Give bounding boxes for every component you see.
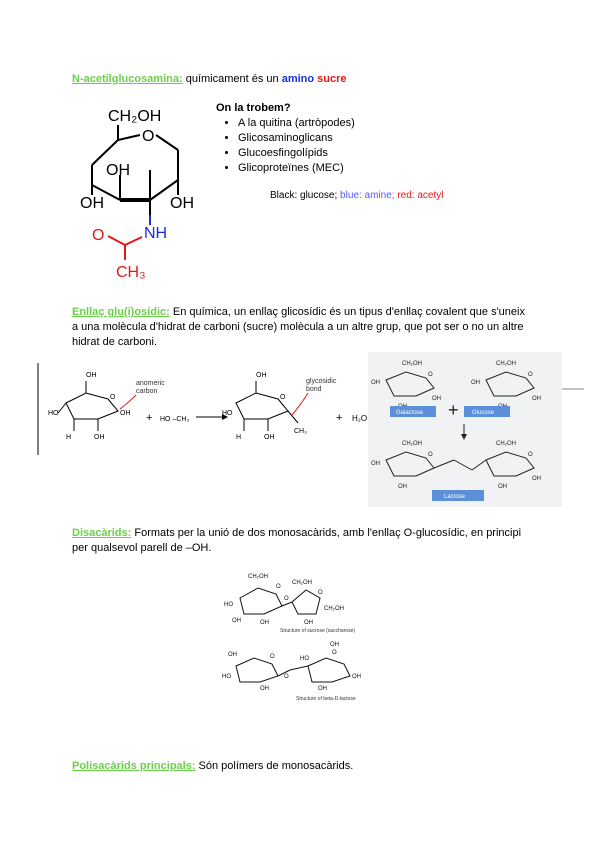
glycosidic-bond-figure — [36, 363, 376, 458]
svg-text:O: O — [276, 584, 281, 590]
svg-text:OH: OH — [260, 686, 269, 692]
ch2oh-label: CH₂OH — [108, 108, 162, 125]
fig-ch2oh-1: OH — [86, 372, 97, 379]
color-legend — [270, 190, 443, 201]
fig-oh-2: OH — [120, 410, 131, 417]
fig-o-1: O — [110, 394, 116, 401]
glycosidic-label: glycosidic — [306, 378, 337, 385]
ch3-label: CH₃ — [116, 264, 146, 281]
oh-label-1: OH — [106, 162, 130, 179]
section2-paragraph — [72, 305, 532, 350]
section4-text: Són polímers de monosacàrids. — [195, 760, 354, 772]
legend-blue: blue: amine; — [340, 190, 395, 201]
acetyl-o-label: O — [92, 227, 105, 244]
legend-red: red: acetyl — [397, 190, 444, 201]
list-item: • A la quitina (artròpodes) — [238, 116, 476, 131]
fig-ho-2: HO — [222, 410, 233, 417]
fig-o-2: O — [280, 394, 286, 401]
svg-text:OH: OH — [432, 396, 441, 402]
sucrose-caption: Structure of sucrose (saccharose) — [280, 628, 356, 634]
lactose-label: Lactose — [444, 494, 466, 500]
on-trobem-list — [216, 116, 476, 176]
svg-text:O: O — [528, 372, 533, 378]
glucose-label: Glucose — [472, 410, 495, 416]
bond-label: bond — [306, 386, 322, 393]
svg-text:O: O — [528, 452, 533, 458]
svg-text:OH: OH — [232, 618, 241, 624]
svg-text:OH: OH — [398, 484, 407, 490]
svg-text:OH: OH — [371, 380, 380, 386]
fig-oh-3: OH — [256, 372, 267, 379]
svg-text:CH₂OH: CH₂OH — [324, 606, 344, 612]
svg-text:OH: OH — [260, 620, 269, 626]
section3-text: Formats per la unió de dos monosacàrids, amb l'enllaç O-glucosídic, en principi per qualsevol parell de –OH. — [72, 527, 522, 554]
svg-text:HO: HO — [222, 674, 231, 680]
section3-paragraph — [72, 526, 532, 556]
amino-word: amino — [281, 73, 315, 85]
disaccharides-figure — [220, 566, 380, 706]
svg-text:CH₂OH: CH₂OH — [496, 441, 516, 447]
fig-ho-1: HO — [48, 410, 59, 417]
fig-h-2: H — [236, 434, 242, 441]
svg-text:O: O — [318, 590, 323, 596]
lactose-structure — [368, 352, 584, 507]
sucre-word: sucre — [317, 73, 347, 85]
anomeric-label: anomeric — [136, 380, 165, 387]
svg-text:OH: OH — [471, 380, 480, 386]
svg-text:O: O — [270, 654, 275, 660]
svg-text:O: O — [284, 596, 289, 602]
svg-text:OH: OH — [532, 396, 541, 402]
fig-oh-4: OH — [264, 434, 275, 441]
carbon-label: carbon — [136, 388, 158, 395]
svg-text:OH: OH — [318, 686, 327, 692]
fig-ch3: CH₃ — [294, 428, 307, 435]
section4-paragraph — [72, 759, 353, 774]
section3-heading: Disacàrids: — [72, 527, 132, 539]
n-acetylglucosamine-structure — [80, 95, 210, 285]
on-trobem-block — [216, 101, 476, 176]
section2-text: En química, un enllaç glicosídic és un tipus d'enllaç covalent que s'uneix a una molècula d'hidrat de carboni (sucre) molècula a un altre grup, que pot ser o no un altre hidrat de carboni. — [72, 306, 525, 348]
plus-sign-2: + — [336, 412, 343, 424]
list-item: • Glicosaminoglicans — [238, 131, 476, 146]
svg-text:O: O — [428, 452, 433, 458]
section4-heading: Polisacàrids principals: — [72, 760, 196, 772]
section2-heading: Enllaç glu(i)osídic: — [72, 306, 170, 318]
svg-text:CH₂OH: CH₂OH — [402, 361, 422, 367]
svg-text:O: O — [284, 674, 289, 680]
svg-text:HO: HO — [224, 602, 233, 608]
section1-heading: N-acetilglucosamina: — [72, 73, 183, 85]
legend-black: Black: glucose; — [270, 190, 338, 201]
fig-oh-1: OH — [94, 434, 105, 441]
svg-text:OH: OH — [532, 476, 541, 482]
oh-label-3: OH — [170, 195, 194, 212]
svg-text:OH: OH — [352, 674, 361, 680]
water-label: H₂O — [352, 414, 368, 423]
svg-text:OH: OH — [498, 484, 507, 490]
svg-text:CH₂OH: CH₂OH — [496, 361, 516, 367]
lactose-plus: + — [448, 400, 459, 420]
plus-sign-1: + — [146, 412, 153, 424]
nh-label: NH — [144, 225, 168, 242]
lactose-caption: Structure of beta-D-lactose — [296, 696, 356, 702]
list-item: • Glicoproteïnes (MEC) — [238, 161, 476, 176]
svg-text:CH₂OH: CH₂OH — [292, 580, 312, 586]
svg-text:OH: OH — [330, 642, 339, 648]
galactose-label: Galactose — [396, 410, 424, 416]
svg-text:CH₂OH: CH₂OH — [248, 574, 268, 580]
on-trobem-title: On la trobem? — [216, 102, 291, 114]
svg-text:OH: OH — [371, 461, 380, 467]
svg-text:O: O — [428, 372, 433, 378]
svg-text:OH: OH — [228, 652, 237, 658]
svg-text:HO: HO — [300, 656, 309, 662]
ring-o-label: O — [142, 128, 155, 145]
fig-h-1: H — [66, 434, 72, 441]
methanol-label: HO ‒CH₃ — [160, 416, 190, 423]
section1-title-line — [72, 72, 347, 87]
section1-text: químicament és un — [182, 73, 282, 85]
svg-text:O: O — [332, 650, 337, 656]
svg-text:OH: OH — [304, 620, 313, 626]
svg-text:CH₂OH: CH₂OH — [402, 441, 422, 447]
oh-label-2: OH — [80, 195, 104, 212]
list-item: • Glucoesfingolípids — [238, 146, 476, 161]
